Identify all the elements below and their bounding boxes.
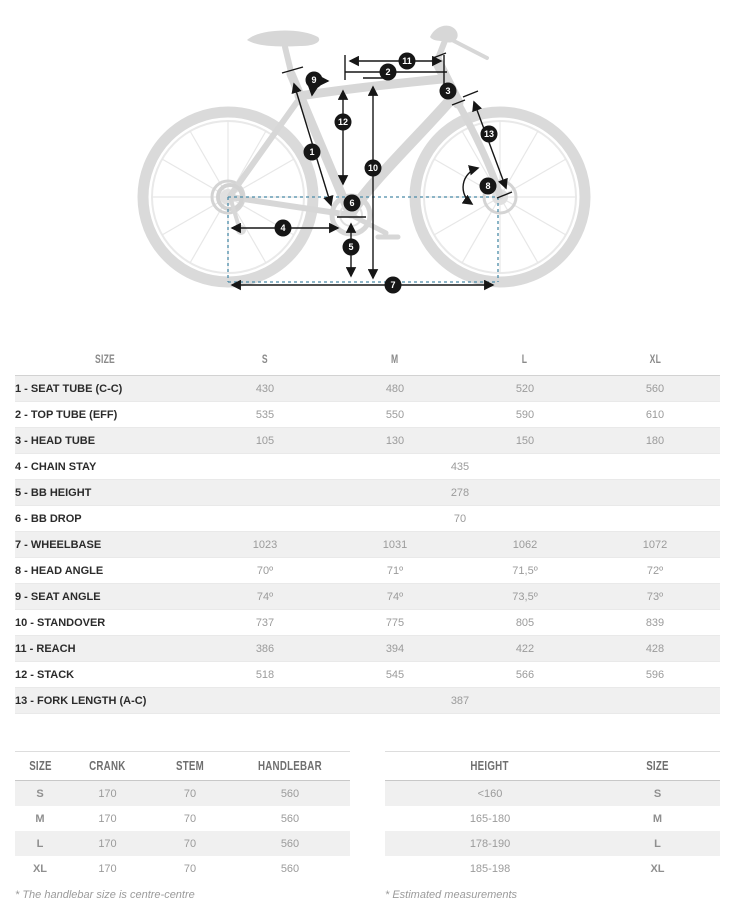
table-row [15,806,350,831]
cell-value: 74º [256,590,274,603]
size-cell: XL [650,862,665,875]
cell-value: 775 [385,616,405,629]
measure-badge-4 [275,220,292,237]
table-row [15,636,720,662]
cell-value: 839 [645,616,665,629]
column-header-size: SIZE [15,345,200,376]
column-header-size: SIZE [15,752,65,781]
geometry-table [15,345,720,714]
row-label: 10 - STANDOVER [15,616,106,629]
measure-badge-5 [343,239,360,256]
svg-text:1: 1 [309,147,315,157]
row-label: 12 - STACK [15,668,75,681]
handlebar [430,26,458,43]
cell-value: 805 [515,616,535,629]
cell-value: 590 [515,408,535,421]
cell-value: 596 [645,668,665,681]
column-header-m: M [330,345,460,376]
row-label: 2 - TOP TUBE (EFF) [15,408,118,421]
row-label: 9 - SEAT ANGLE [15,590,101,603]
table-row [15,428,720,454]
svg-text:3: 3 [445,86,451,96]
cell-value: 386 [255,642,275,655]
table-row [15,688,720,714]
measure-badge-13 [481,126,498,143]
table-row [385,831,720,856]
components-table-block [15,751,350,901]
cell-value: 70 [183,837,197,850]
row-label: 5 - BB HEIGHT [15,486,92,499]
measure-badge-1 [304,144,321,161]
table-row [15,831,350,856]
measure-badge-10 [365,160,382,177]
cell-value: 170 [98,812,117,825]
row-label: 1 - SEAT TUBE (C-C) [15,382,123,395]
cell-value: 180 [645,434,665,447]
size-cell: L [36,837,44,850]
height-cell: <160 [477,787,503,800]
handlebar-footnote: * The handlebar size is centre-centre [15,889,195,901]
height-cell: 178-190 [469,837,511,850]
height-cell: 185-198 [469,862,511,875]
cell-value: 70 [183,787,197,800]
measure-badge-7 [385,277,402,294]
table-row [15,781,350,807]
size-cell: M [652,812,663,825]
table-row [15,610,720,636]
table-row [15,532,720,558]
cell-value: 130 [385,434,405,447]
geometry-diagram [0,0,735,335]
measure-badge-9 [306,72,323,89]
svg-text:9: 9 [311,75,317,85]
cell-value: 560 [645,382,665,395]
cell-value: 74º [386,590,404,603]
table-row [15,454,720,480]
cell-value: 71,5º [512,564,538,577]
cell-value: 105 [255,434,275,447]
cell-value: 737 [255,616,275,629]
row-label: 3 - HEAD TUBE [15,434,96,447]
saddle [247,31,319,47]
cell-value: 430 [255,382,275,395]
svg-text:8: 8 [485,181,491,191]
column-header-size: SIZE [595,752,720,781]
cell-value: 535 [255,408,275,421]
svg-text:5: 5 [348,242,354,252]
svg-text:10: 10 [367,163,379,173]
column-header-height: HEIGHT [385,752,595,781]
cell-value: 422 [515,642,535,655]
cell-value: 610 [645,408,665,421]
sizing-table-header [385,752,720,781]
svg-text:11: 11 [402,56,412,66]
cell-value: 170 [98,837,117,850]
cell-value: 170 [98,787,117,800]
table-row [15,558,720,584]
height-cell: 165-180 [469,812,511,825]
cell-value: 72º [646,564,664,577]
cell-value: 170 [98,862,117,875]
cell-value: 1023 [252,538,278,551]
table-row [385,781,720,807]
cell-value: 560 [280,862,300,875]
measure-badge-8 [480,178,497,195]
size-cell: S [36,787,44,800]
estimated-footnote: * Estimated measurements [385,889,518,901]
table-row [15,376,720,402]
measure-badge-11 [399,53,416,70]
size-cell: L [654,837,661,850]
cell-value: 560 [280,837,300,850]
sizing-table-block [385,751,720,901]
table-row [15,480,720,506]
cell-value: 71º [386,564,404,577]
cell-value: 70º [256,564,274,577]
column-header-stem: STEM [150,752,230,781]
cell-value: 1031 [382,538,408,551]
column-header-s: S [200,345,330,376]
svg-text:13: 13 [483,129,495,139]
cell-value: 1062 [512,538,538,551]
column-header-xl: XL [590,345,720,376]
table-row [15,402,720,428]
measure-badge-2 [380,64,397,81]
column-header-crank: CRANK [65,752,150,781]
cell-value: 73º [646,590,664,603]
table-row [15,506,720,532]
bike-silhouette [143,26,585,282]
row-label: 7 - WHEELBASE [15,538,102,551]
row-label: 4 - CHAIN STAY [15,460,97,473]
cell-value: 73,5º [512,590,538,603]
measure-badge-12 [335,114,352,131]
cell-value-span: 278 [450,486,470,499]
cell-value: 1072 [642,538,668,551]
svg-text:7: 7 [390,280,396,290]
table-row [15,662,720,688]
column-header-l: L [460,345,590,376]
components-table [15,751,350,881]
cell-value: 518 [255,668,275,681]
cell-value: 520 [515,382,535,395]
cell-value: 560 [280,812,300,825]
svg-text:2: 2 [385,67,391,77]
table-row [15,584,720,610]
size-cell: XL [32,862,48,875]
table-row [385,856,720,881]
components-table-header [15,752,350,781]
cell-value-span: 435 [450,460,470,473]
cell-value: 70 [183,812,197,825]
row-label: 11 - REACH [15,642,76,655]
cell-value: 150 [515,434,535,447]
cell-value: 560 [280,787,300,800]
row-label: 8 - HEAD ANGLE [15,564,104,577]
table-row [15,856,350,881]
cell-value-span: 70 [453,512,467,525]
cell-value: 70 [183,862,197,875]
svg-text:4: 4 [280,223,286,233]
measure-badge-6 [344,195,361,212]
size-cell: M [35,812,45,825]
row-label: 13 - FORK LENGTH (A-C) [15,694,147,707]
row-label: 6 - BB DROP [15,512,82,525]
sizing-table [385,751,720,881]
cell-value: 545 [385,668,405,681]
cell-value: 550 [385,408,405,421]
size-cell: S [653,787,662,800]
cell-value: 428 [645,642,665,655]
cell-value: 394 [385,642,405,655]
svg-text:6: 6 [349,198,355,208]
cell-value: 480 [385,382,405,395]
derailleur [236,225,246,235]
svg-text:12: 12 [337,117,349,127]
table-row [385,806,720,831]
column-header-handlebar: HANDLEBAR [230,752,350,781]
cell-value: 566 [515,668,535,681]
measure-badge-3 [440,83,457,100]
geometry-table-header [15,345,720,376]
cell-value-span: 387 [450,694,470,707]
